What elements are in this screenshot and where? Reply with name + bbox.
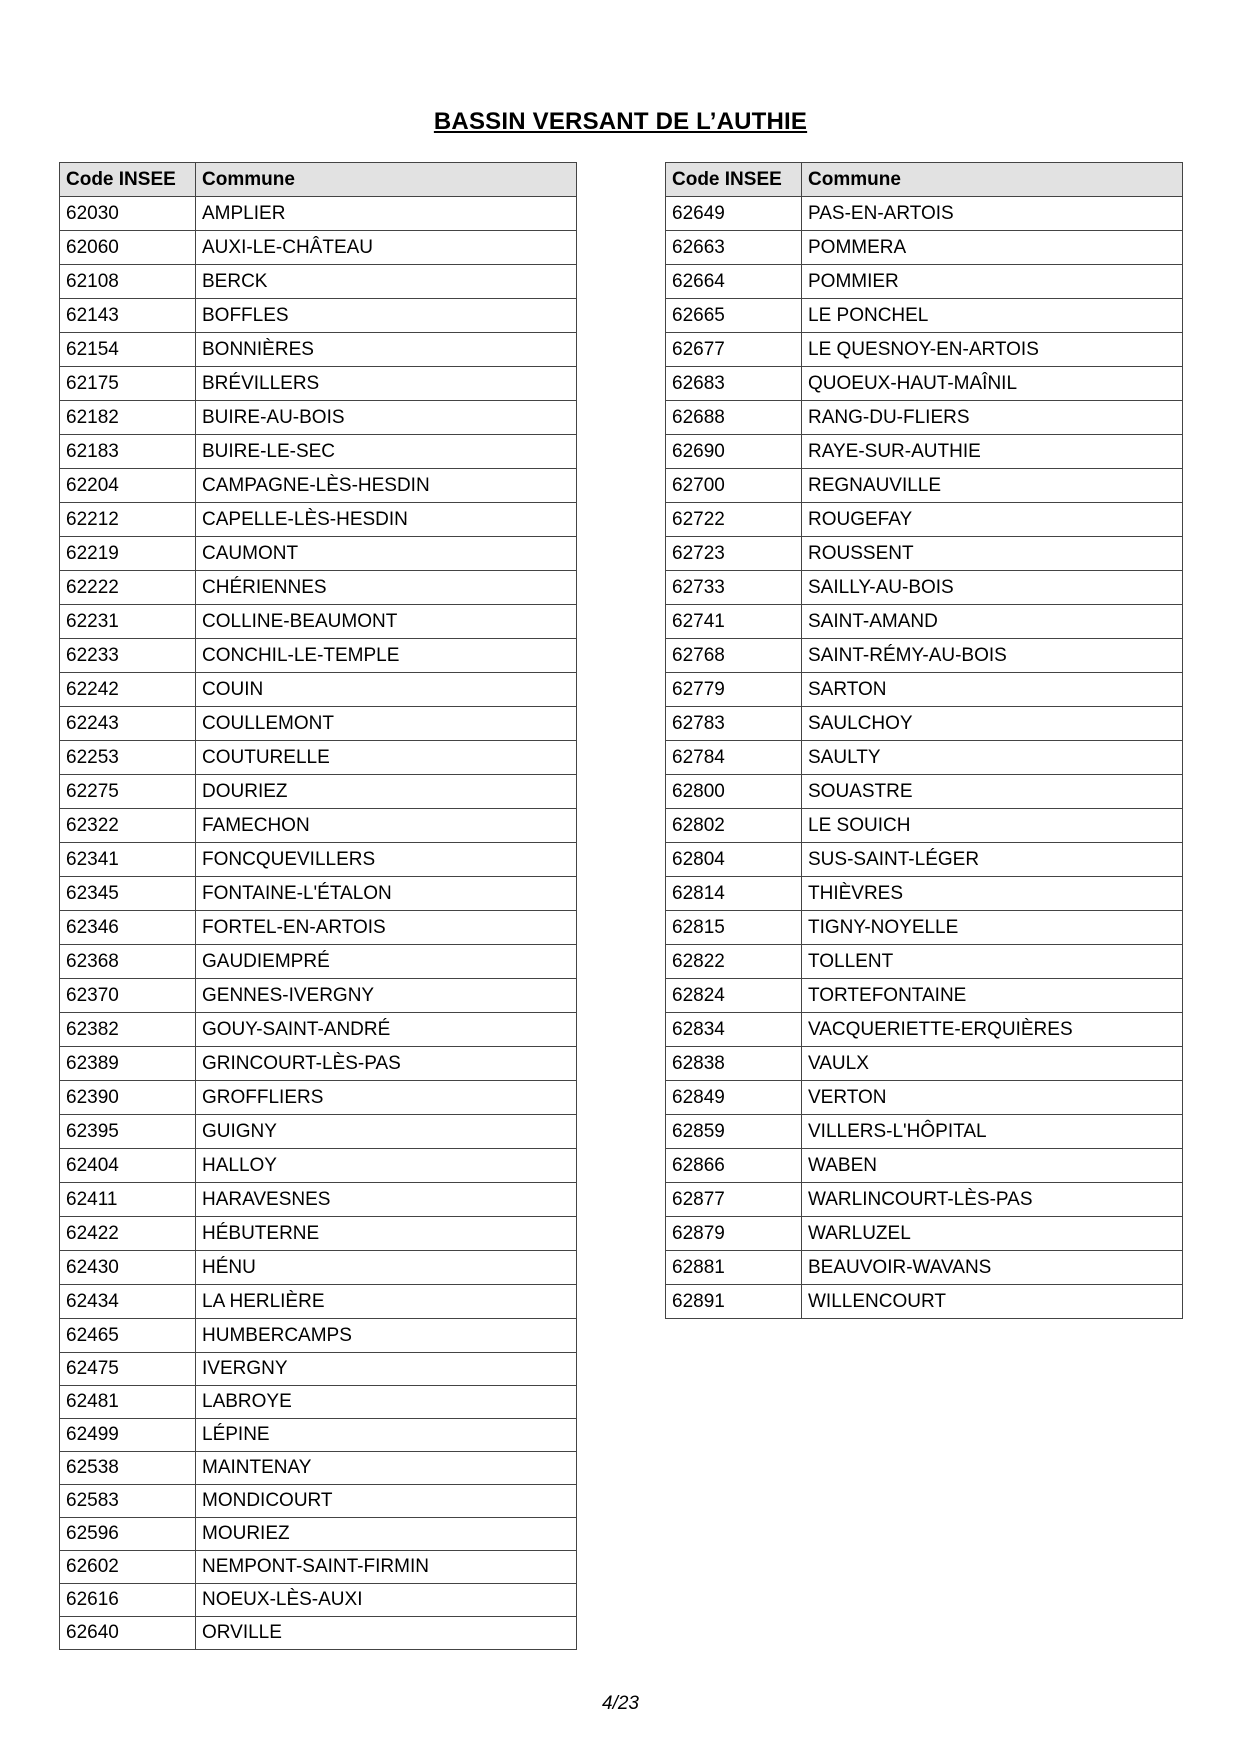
code-insee-cell: 62538 — [60, 1452, 196, 1485]
code-insee-cell: 62243 — [60, 707, 196, 741]
code-insee-cell: 62475 — [60, 1353, 196, 1386]
commune-cell: TORTEFONTAINE — [802, 979, 1183, 1013]
commune-cell: THIÈVRES — [802, 877, 1183, 911]
table-row — [60, 1081, 577, 1115]
table-row — [60, 367, 577, 401]
code-insee-cell: 62640 — [60, 1617, 196, 1650]
table-row — [666, 1013, 1183, 1047]
commune-cell: BONNIÈRES — [196, 333, 577, 367]
code-insee-cell: 62275 — [60, 775, 196, 809]
left-table-body — [60, 197, 577, 1650]
commune-cell: CAPELLE-LÈS-HESDIN — [196, 503, 577, 537]
table-row — [60, 1319, 577, 1353]
table-row — [666, 775, 1183, 809]
code-insee-cell: 62802 — [666, 809, 802, 843]
commune-cell: GRINCOURT-LÈS-PAS — [196, 1047, 577, 1081]
code-insee-cell: 62175 — [60, 367, 196, 401]
table-row — [666, 265, 1183, 299]
table-row — [60, 1584, 577, 1617]
code-insee-cell: 62422 — [60, 1217, 196, 1251]
commune-cell: WARLINCOURT-LÈS-PAS — [802, 1183, 1183, 1217]
commune-cell: SAULCHOY — [802, 707, 1183, 741]
code-insee-cell: 62804 — [666, 843, 802, 877]
code-insee-cell: 62253 — [60, 741, 196, 775]
code-insee-cell: 62434 — [60, 1285, 196, 1319]
table-row — [666, 741, 1183, 775]
code-insee-cell: 62688 — [666, 401, 802, 435]
code-insee-cell: 62231 — [60, 605, 196, 639]
commune-cell: TOLLENT — [802, 945, 1183, 979]
commune-cell: FAMECHON — [196, 809, 577, 843]
code-insee-cell: 62060 — [60, 231, 196, 265]
commune-cell: CHÉRIENNES — [196, 571, 577, 605]
commune-cell: CAUMONT — [196, 537, 577, 571]
table-row — [60, 401, 577, 435]
commune-cell: LABROYE — [196, 1386, 577, 1419]
commune-cell: VERTON — [802, 1081, 1183, 1115]
code-insee-cell: 62389 — [60, 1047, 196, 1081]
commune-cell: MONDICOURT — [196, 1485, 577, 1518]
table-row — [666, 1183, 1183, 1217]
code-insee-cell: 62824 — [666, 979, 802, 1013]
code-insee-cell: 62784 — [666, 741, 802, 775]
code-insee-cell: 62382 — [60, 1013, 196, 1047]
table-row — [60, 299, 577, 333]
table-row — [60, 605, 577, 639]
code-insee-cell: 62345 — [60, 877, 196, 911]
commune-cell: REGNAUVILLE — [802, 469, 1183, 503]
code-insee-cell: 62849 — [666, 1081, 802, 1115]
table-row — [666, 537, 1183, 571]
code-insee-cell: 62465 — [60, 1319, 196, 1353]
code-insee-cell: 62182 — [60, 401, 196, 435]
commune-cell: BERCK — [196, 265, 577, 299]
code-insee-cell: 62677 — [666, 333, 802, 367]
left-commune-table — [59, 162, 577, 1650]
code-insee-cell: 62649 — [666, 197, 802, 231]
code-insee-cell: 62741 — [666, 605, 802, 639]
code-insee-cell: 62866 — [666, 1149, 802, 1183]
code-insee-cell: 62665 — [666, 299, 802, 333]
commune-cell: BEAUVOIR-WAVANS — [802, 1251, 1183, 1285]
commune-cell: ROUGEFAY — [802, 503, 1183, 537]
header-commune: Commune — [196, 163, 577, 197]
commune-cell: COULLEMONT — [196, 707, 577, 741]
commune-cell: VAULX — [802, 1047, 1183, 1081]
table-header-row — [666, 163, 1183, 197]
table-row — [60, 809, 577, 843]
table-row — [60, 1386, 577, 1419]
table-row — [666, 299, 1183, 333]
code-insee-cell: 62838 — [666, 1047, 802, 1081]
code-insee-cell: 62879 — [666, 1217, 802, 1251]
table-row — [60, 877, 577, 911]
commune-cell: SARTON — [802, 673, 1183, 707]
table-row — [60, 673, 577, 707]
table-row — [666, 333, 1183, 367]
table-header-row — [60, 163, 577, 197]
table-row — [666, 503, 1183, 537]
commune-cell: TIGNY-NOYELLE — [802, 911, 1183, 945]
commune-cell: LE QUESNOY-EN-ARTOIS — [802, 333, 1183, 367]
commune-cell: COUIN — [196, 673, 577, 707]
code-insee-cell: 62616 — [60, 1584, 196, 1617]
table-row — [60, 503, 577, 537]
commune-cell: SAINT-RÉMY-AU-BOIS — [802, 639, 1183, 673]
commune-cell: NEMPONT-SAINT-FIRMIN — [196, 1551, 577, 1584]
table-row — [60, 1149, 577, 1183]
code-insee-cell: 62822 — [666, 945, 802, 979]
table-row — [666, 639, 1183, 673]
page-title: BASSIN VERSANT DE L’AUTHIE — [433, 108, 808, 135]
commune-cell: AMPLIER — [196, 197, 577, 231]
code-insee-cell: 62242 — [60, 673, 196, 707]
commune-cell: LÉPINE — [196, 1419, 577, 1452]
commune-cell: GROFFLIERS — [196, 1081, 577, 1115]
commune-cell: HARAVESNES — [196, 1183, 577, 1217]
table-row — [60, 911, 577, 945]
table-row — [60, 775, 577, 809]
table-row — [60, 333, 577, 367]
table-row — [60, 1047, 577, 1081]
commune-cell: WABEN — [802, 1149, 1183, 1183]
table-row — [60, 1518, 577, 1551]
commune-cell: VACQUERIETTE-ERQUIÈRES — [802, 1013, 1183, 1047]
commune-cell: FONTAINE-L'ÉTALON — [196, 877, 577, 911]
table-row — [666, 809, 1183, 843]
code-insee-cell: 62404 — [60, 1149, 196, 1183]
table-row — [60, 265, 577, 299]
code-insee-cell: 62499 — [60, 1419, 196, 1452]
table-row — [60, 469, 577, 503]
code-insee-cell: 62204 — [60, 469, 196, 503]
table-row — [666, 605, 1183, 639]
commune-cell: MAINTENAY — [196, 1452, 577, 1485]
commune-cell: POMMIER — [802, 265, 1183, 299]
table-row — [666, 979, 1183, 1013]
code-insee-cell: 62481 — [60, 1386, 196, 1419]
table-row — [666, 1047, 1183, 1081]
table-row — [666, 1081, 1183, 1115]
commune-cell: HÉBUTERNE — [196, 1217, 577, 1251]
table-row — [666, 469, 1183, 503]
code-insee-cell: 62430 — [60, 1251, 196, 1285]
commune-cell: SAINT-AMAND — [802, 605, 1183, 639]
table-row — [666, 571, 1183, 605]
code-insee-cell: 62183 — [60, 435, 196, 469]
right-commune-table — [665, 162, 1183, 1319]
table-row — [666, 911, 1183, 945]
code-insee-cell: 62768 — [666, 639, 802, 673]
commune-cell: QUOEUX-HAUT-MAÎNIL — [802, 367, 1183, 401]
commune-cell: ORVILLE — [196, 1617, 577, 1650]
commune-cell: CONCHIL-LE-TEMPLE — [196, 639, 577, 673]
commune-cell: IVERGNY — [196, 1353, 577, 1386]
table-row — [666, 197, 1183, 231]
code-insee-cell: 62322 — [60, 809, 196, 843]
table-row — [60, 1183, 577, 1217]
code-insee-cell: 62683 — [666, 367, 802, 401]
commune-cell: BOFFLES — [196, 299, 577, 333]
commune-cell: SOUASTRE — [802, 775, 1183, 809]
table-row — [60, 741, 577, 775]
commune-cell: GENNES-IVERGNY — [196, 979, 577, 1013]
table-row — [60, 1353, 577, 1386]
table-row — [60, 231, 577, 265]
table-row — [60, 1285, 577, 1319]
code-insee-cell: 62814 — [666, 877, 802, 911]
code-insee-cell: 62723 — [666, 537, 802, 571]
commune-cell: GAUDIEMPRÉ — [196, 945, 577, 979]
code-insee-cell: 62219 — [60, 537, 196, 571]
table-row — [666, 367, 1183, 401]
table-row — [666, 843, 1183, 877]
table-row — [60, 571, 577, 605]
code-insee-cell: 62800 — [666, 775, 802, 809]
commune-cell: MOURIEZ — [196, 1518, 577, 1551]
commune-cell: HALLOY — [196, 1149, 577, 1183]
table-row — [666, 401, 1183, 435]
code-insee-cell: 62779 — [666, 673, 802, 707]
page-number: 4/23 — [602, 1693, 639, 1714]
code-insee-cell: 62859 — [666, 1115, 802, 1149]
table-row — [666, 1115, 1183, 1149]
commune-cell: AUXI-LE-CHÂTEAU — [196, 231, 577, 265]
table-row — [60, 435, 577, 469]
table-row — [666, 1285, 1183, 1319]
commune-cell: CAMPAGNE-LÈS-HESDIN — [196, 469, 577, 503]
table-row — [60, 1617, 577, 1650]
code-insee-cell: 62143 — [60, 299, 196, 333]
table-row — [60, 1251, 577, 1285]
commune-cell: SUS-SAINT-LÉGER — [802, 843, 1183, 877]
code-insee-cell: 62212 — [60, 503, 196, 537]
table-row — [60, 1551, 577, 1584]
code-insee-cell: 62411 — [60, 1183, 196, 1217]
commune-cell: COUTURELLE — [196, 741, 577, 775]
table-row — [666, 707, 1183, 741]
code-insee-cell: 62733 — [666, 571, 802, 605]
header-commune: Commune — [802, 163, 1183, 197]
code-insee-cell: 62030 — [60, 197, 196, 231]
commune-cell: GOUY-SAINT-ANDRÉ — [196, 1013, 577, 1047]
table-row — [60, 843, 577, 877]
commune-cell: VILLERS-L'HÔPITAL — [802, 1115, 1183, 1149]
commune-cell: COLLINE-BEAUMONT — [196, 605, 577, 639]
table-row — [60, 639, 577, 673]
code-insee-cell: 62891 — [666, 1285, 802, 1319]
table-row — [60, 945, 577, 979]
code-insee-cell: 62154 — [60, 333, 196, 367]
code-insee-cell: 62663 — [666, 231, 802, 265]
code-insee-cell: 62700 — [666, 469, 802, 503]
table-row — [666, 945, 1183, 979]
commune-cell: RAYE-SUR-AUTHIE — [802, 435, 1183, 469]
code-insee-cell: 62815 — [666, 911, 802, 945]
commune-cell: NOEUX-LÈS-AUXI — [196, 1584, 577, 1617]
code-insee-cell: 62602 — [60, 1551, 196, 1584]
commune-cell: RANG-DU-FLIERS — [802, 401, 1183, 435]
code-insee-cell: 62390 — [60, 1081, 196, 1115]
commune-cell: BUIRE-LE-SEC — [196, 435, 577, 469]
table-row — [666, 673, 1183, 707]
commune-cell: DOURIEZ — [196, 775, 577, 809]
commune-cell: FONCQUEVILLERS — [196, 843, 577, 877]
commune-cell: HUMBERCAMPS — [196, 1319, 577, 1353]
table-row — [60, 979, 577, 1013]
code-insee-cell: 62346 — [60, 911, 196, 945]
code-insee-cell: 62596 — [60, 1518, 196, 1551]
commune-cell: BUIRE-AU-BOIS — [196, 401, 577, 435]
commune-cell: WARLUZEL — [802, 1217, 1183, 1251]
commune-cell: LE SOUICH — [802, 809, 1183, 843]
code-insee-cell: 62690 — [666, 435, 802, 469]
code-insee-cell: 62881 — [666, 1251, 802, 1285]
commune-cell: PAS-EN-ARTOIS — [802, 197, 1183, 231]
table-row — [60, 1485, 577, 1518]
code-insee-cell: 62583 — [60, 1485, 196, 1518]
commune-cell: GUIGNY — [196, 1115, 577, 1149]
code-insee-cell: 62877 — [666, 1183, 802, 1217]
table-row — [60, 1419, 577, 1452]
code-insee-cell: 62664 — [666, 265, 802, 299]
code-insee-cell: 62722 — [666, 503, 802, 537]
commune-cell: LA HERLIÈRE — [196, 1285, 577, 1319]
code-insee-cell: 62368 — [60, 945, 196, 979]
right-table-body — [666, 197, 1183, 1319]
commune-cell: LE PONCHEL — [802, 299, 1183, 333]
table-row — [60, 1217, 577, 1251]
table-row — [666, 1251, 1183, 1285]
header-code-insee: Code INSEE — [60, 163, 196, 197]
commune-cell: POMMERA — [802, 231, 1183, 265]
code-insee-cell: 62108 — [60, 265, 196, 299]
code-insee-cell: 62783 — [666, 707, 802, 741]
table-row — [60, 197, 577, 231]
commune-cell: BRÉVILLERS — [196, 367, 577, 401]
code-insee-cell: 62341 — [60, 843, 196, 877]
table-row — [666, 231, 1183, 265]
table-row — [666, 435, 1183, 469]
table-row — [60, 1452, 577, 1485]
table-row — [60, 1013, 577, 1047]
commune-cell: SAULTY — [802, 741, 1183, 775]
table-row — [60, 537, 577, 571]
commune-cell: ROUSSENT — [802, 537, 1183, 571]
table-row — [60, 1115, 577, 1149]
table-row — [666, 877, 1183, 911]
header-code-insee: Code INSEE — [666, 163, 802, 197]
code-insee-cell: 62222 — [60, 571, 196, 605]
commune-cell: WILLENCOURT — [802, 1285, 1183, 1319]
table-row — [666, 1149, 1183, 1183]
commune-cell: SAILLY-AU-BOIS — [802, 571, 1183, 605]
table-row — [666, 1217, 1183, 1251]
code-insee-cell: 62370 — [60, 979, 196, 1013]
code-insee-cell: 62395 — [60, 1115, 196, 1149]
commune-cell: HÉNU — [196, 1251, 577, 1285]
commune-cell: FORTEL-EN-ARTOIS — [196, 911, 577, 945]
table-row — [60, 707, 577, 741]
code-insee-cell: 62834 — [666, 1013, 802, 1047]
code-insee-cell: 62233 — [60, 639, 196, 673]
